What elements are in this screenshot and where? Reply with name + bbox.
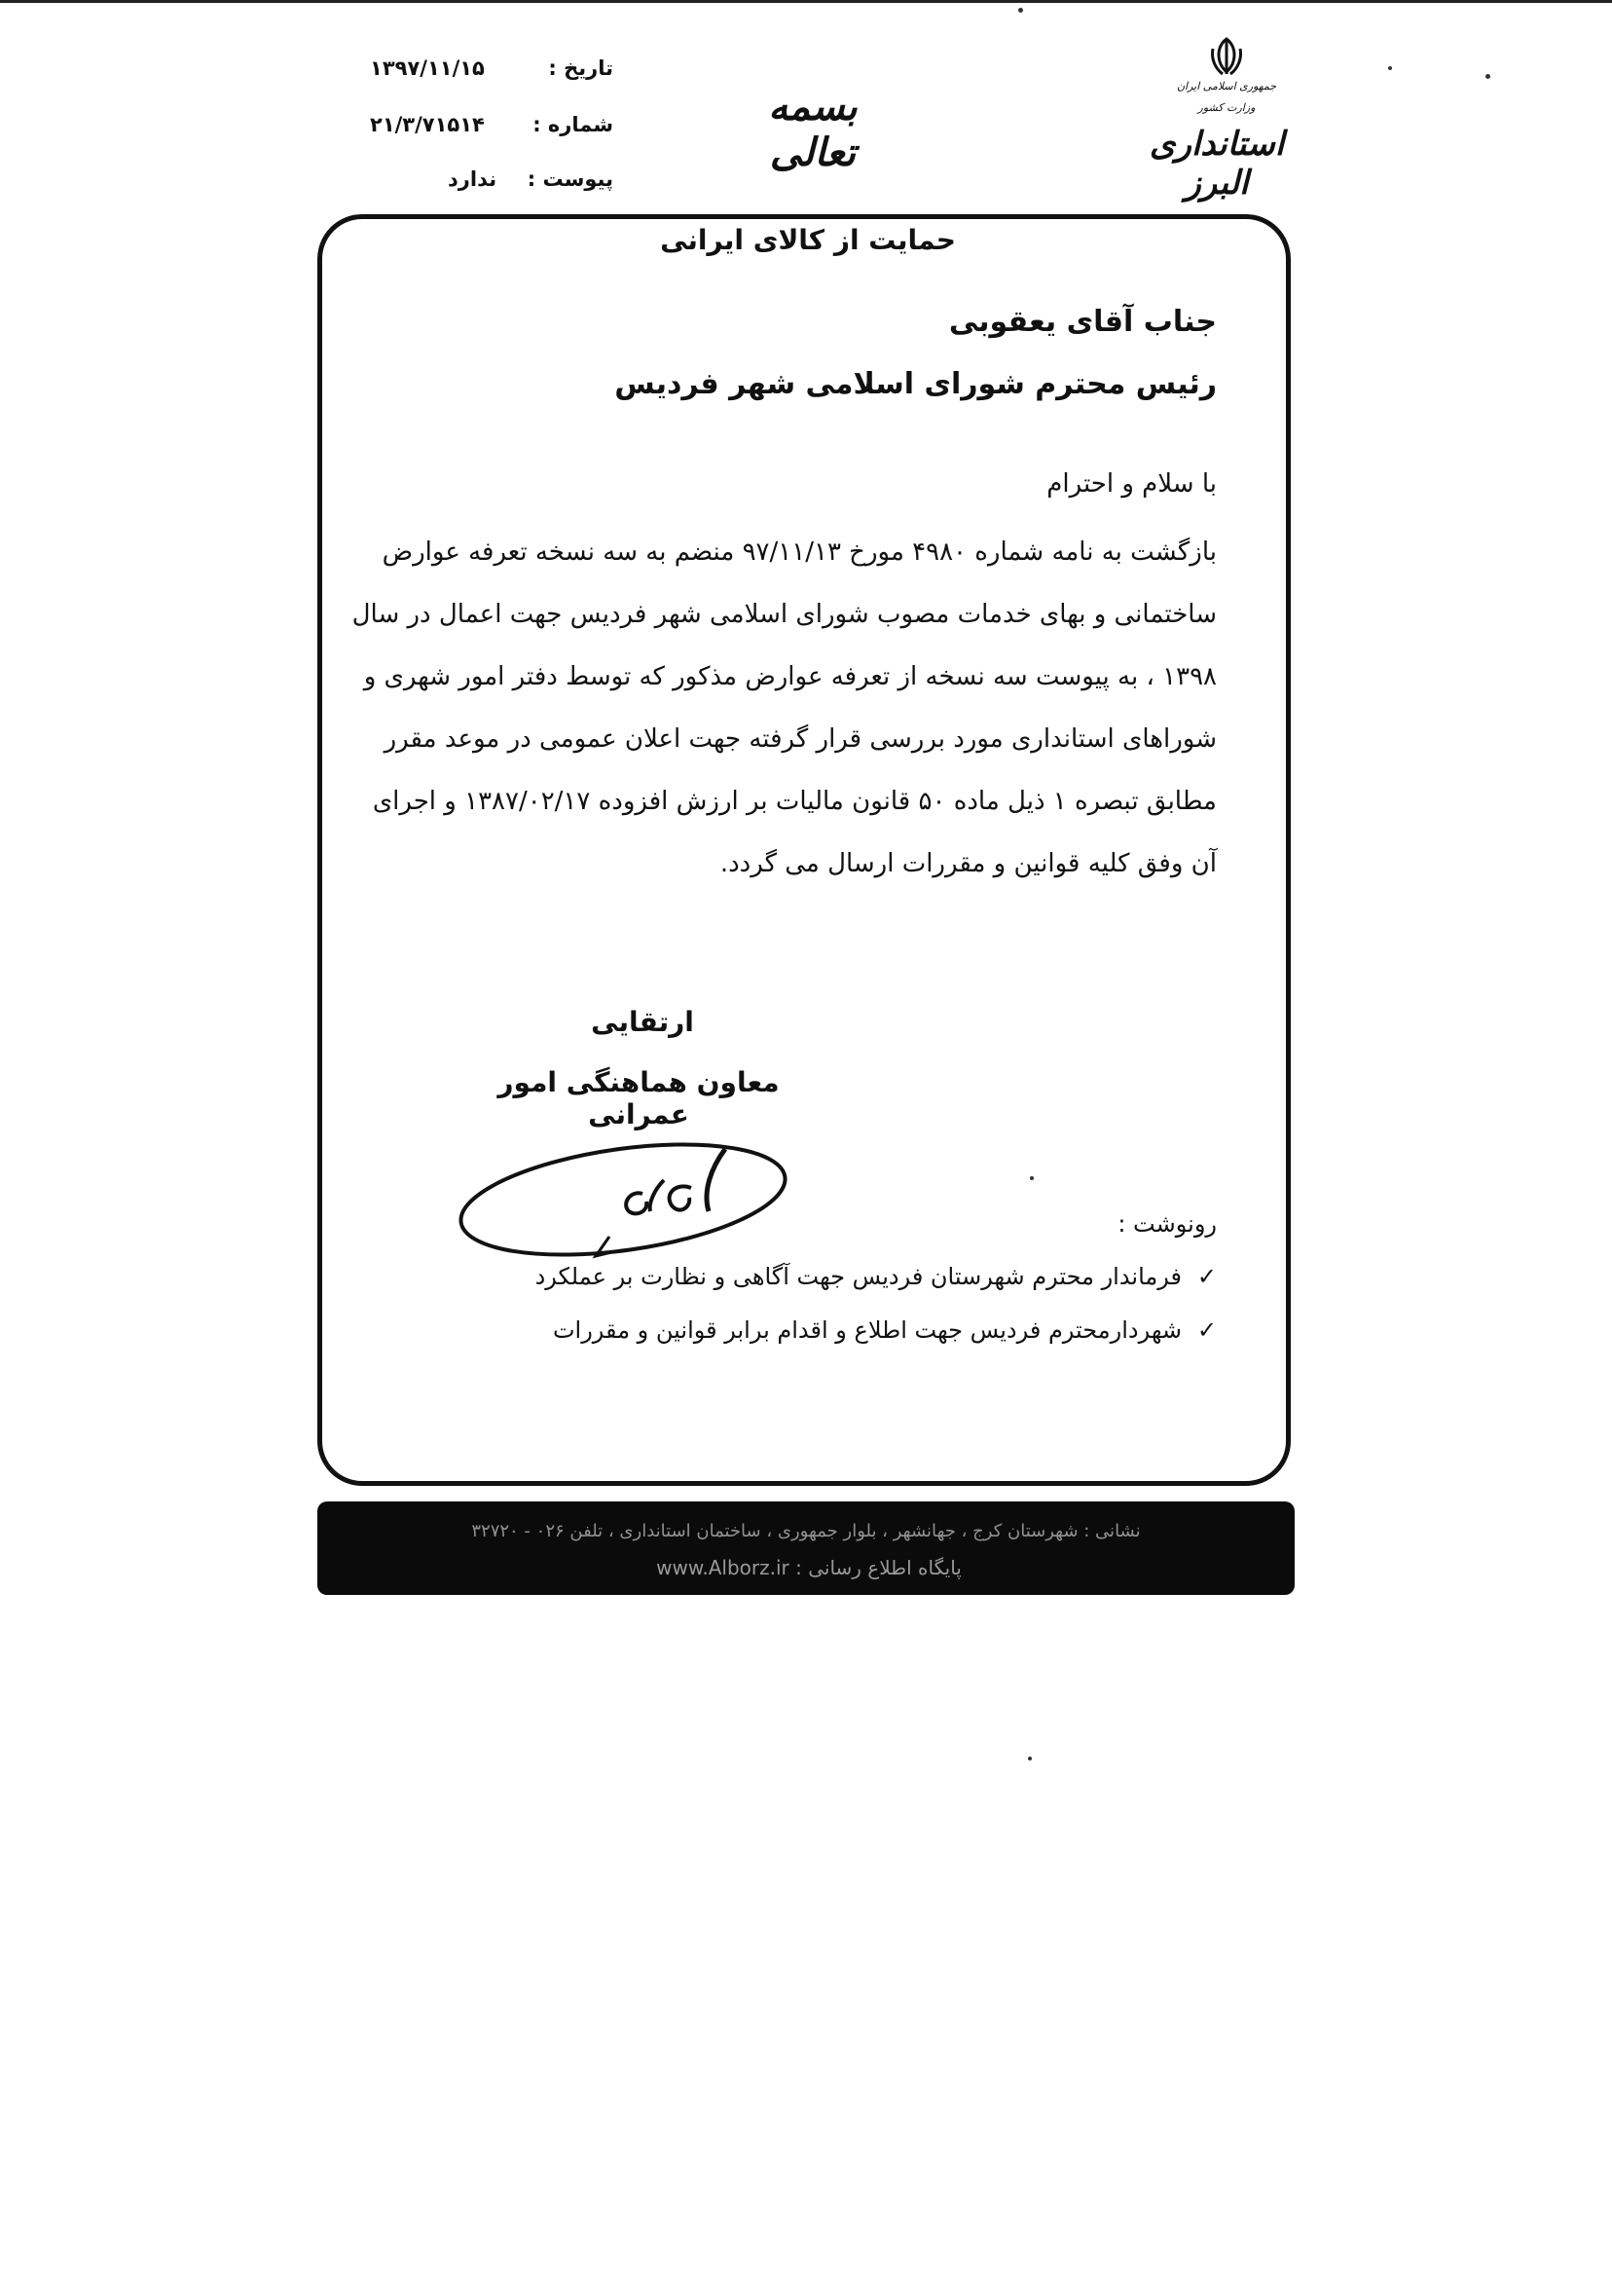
date-row: [370, 56, 613, 86]
signer-name: ارتقایی: [591, 1006, 694, 1038]
signer-title: معاون هماهنگی امور عمرانی: [497, 1066, 780, 1130]
checkmark-icon: ✓: [1196, 1316, 1217, 1344]
footer-address: نشانی : شهرستان کرج ، جهانشهر ، بلوار جمهوری ، ساختمان استانداری ، تلفن ۰۲۶ - ۳۲۷۲۰: [471, 1521, 1141, 1541]
body-line-6: آن وفق کلیه قوانین و مقررات ارسال می گردد.: [719, 849, 1217, 878]
attachment-value: ندارد: [448, 167, 497, 191]
number-row: [370, 113, 613, 142]
iran-emblem-icon: [1205, 35, 1248, 78]
scan-speck: [1388, 66, 1392, 70]
body-line-5: مطابق تبصره ۱ ذیل ماده ۵۰ قانون مالیات بر ارزش افزوده ۱۳۸۷/۰۲/۱۷ و اجرای: [372, 787, 1217, 816]
footer-bar: [317, 1501, 1295, 1595]
body-line-2: ساختمانی و بهای خدمات مصوب شورای اسلامی شهر فردیس جهت اعمال در سال: [351, 600, 1217, 629]
cc-item-text: شهردارمحترم فردیس جهت اطلاع و اقدام برابر قوانین و مقررات: [552, 1316, 1182, 1344]
cc-item-1: [535, 1263, 1217, 1290]
gov-line-ministry: وزارت کشور: [1197, 101, 1256, 114]
recipient-title: رئیس محترم شورای اسلامی شهر فردیس: [614, 367, 1217, 401]
governorate-title: استانداری البرز: [1149, 125, 1285, 203]
bismillah-heading: بسمه تعالی: [768, 84, 858, 175]
cc-item-text: فرماندار محترم شهرستان فردیس جهت آگاهی و نظارت بر عملکرد: [534, 1263, 1182, 1290]
scan-speck: [1028, 1757, 1032, 1760]
attachment-label: پیوست :: [527, 167, 613, 191]
cc-item-2: [553, 1316, 1217, 1344]
footer-portal-label: پایگاه اطلاع رسانی :: [795, 1556, 962, 1579]
body-line-1: بازگشت به نامه شماره ۴۹۸۰ مورخ ۹۷/۱۱/۱۳ منضم به سه نسخه تعرفه عوارض: [382, 537, 1217, 567]
greeting: با سلام و احترام: [1046, 469, 1217, 499]
number-value: ۲۱/۳/۷۱۵۱۴: [370, 113, 485, 136]
footer-website: www.Alborz.ir: [656, 1556, 789, 1579]
number-label: شماره :: [532, 113, 613, 136]
slogan: حمایت از کالای ایرانی: [660, 224, 956, 256]
page-top-edge: [0, 0, 1612, 3]
handwritten-signature: [448, 1110, 808, 1276]
recipient-name: جناب آقای یعقوبی: [948, 305, 1217, 339]
scan-speck: [1018, 8, 1023, 13]
date-label: تاریخ :: [548, 56, 613, 80]
body-line-4: شوراهای استانداری مورد بررسی قرار گرفته جهت اعلان عمومی در موعد مقرر: [384, 724, 1217, 754]
cc-label: رونوشت :: [1117, 1210, 1217, 1238]
gov-line-republic: جمهوری اسلامی ایران: [1176, 80, 1277, 93]
footer-website-row: [317, 1556, 1295, 1579]
scan-speck: [1485, 74, 1490, 79]
date-value: ۱۳۹۷/۱۱/۱۵: [370, 56, 485, 80]
attachment-row: [428, 167, 613, 197]
body-line-3: ۱۳۹۸ ، به پیوست سه نسخه از تعرفه عوارض مذکور که توسط دفتر امور شهری و: [363, 662, 1217, 691]
checkmark-icon: ✓: [1196, 1263, 1217, 1290]
